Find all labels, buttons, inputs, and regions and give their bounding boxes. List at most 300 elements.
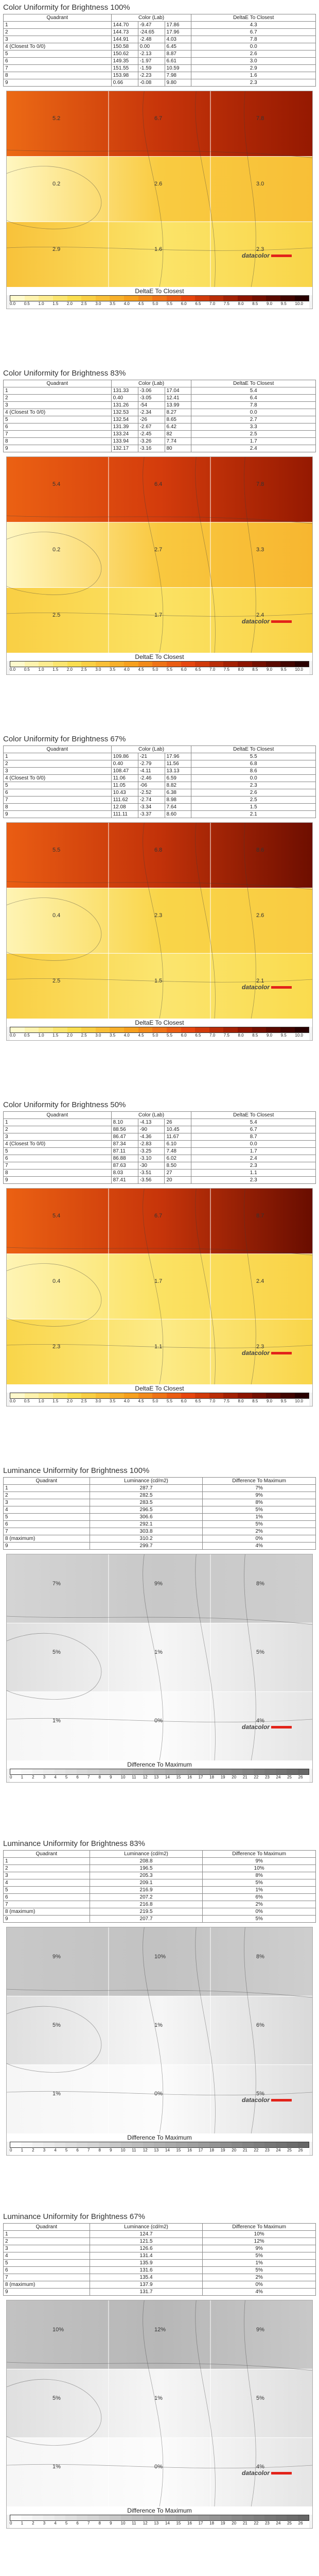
- colorbar-segment: [53, 662, 67, 667]
- luminance-table: [3, 1477, 316, 1550]
- tick-label: 0.0: [10, 301, 16, 306]
- tick-label: 3: [43, 1775, 46, 1780]
- colorbar-title: DeltaE To Closest: [7, 1384, 312, 1393]
- table-row: [4, 1865, 316, 1872]
- tick-label: 6.0: [181, 1033, 187, 1038]
- tick-label: 23: [264, 1775, 270, 1780]
- colorbar-segment: [138, 1027, 153, 1032]
- colorbar-segment: [238, 1027, 252, 1032]
- table-row: [4, 416, 316, 423]
- colorbar-segment: [67, 1393, 82, 1398]
- table-cell: 207.7: [90, 1916, 203, 1923]
- table-row: [4, 1879, 316, 1887]
- table-row: [4, 1521, 316, 1528]
- colorbar-segment: [252, 1027, 267, 1032]
- zone-value: 0.2: [52, 181, 61, 187]
- tick-label: 3.5: [110, 1399, 116, 1403]
- tick-label: 21: [242, 2148, 247, 2153]
- tick-label: 1: [21, 2148, 24, 2153]
- colorbar-segment: [67, 662, 82, 667]
- colorbar-segment: [223, 296, 238, 301]
- table-cell: 6.38: [165, 789, 191, 796]
- colorbar-segment: [87, 1769, 98, 1774]
- colorbar-segment: [99, 2142, 110, 2147]
- table-cell: 5: [4, 1148, 112, 1155]
- uniformity-plot: [6, 1554, 313, 1783]
- tick-label: 5.5: [166, 301, 173, 306]
- zone-value: 1%: [52, 2464, 61, 2470]
- colorbar-segment: [165, 1769, 176, 1774]
- colorbar-segment: [242, 2515, 253, 2520]
- zone-value: 2.3: [256, 246, 264, 252]
- zone-value: 5%: [256, 1649, 264, 1655]
- table-cell: 8: [4, 438, 112, 445]
- table-cell: 3.3: [191, 423, 316, 431]
- field-band: [7, 1927, 312, 1996]
- tick-label: 25: [287, 1775, 292, 1780]
- tick-label: 5.5: [166, 1033, 173, 1038]
- table-cell: 8 (maximum): [4, 2281, 90, 2289]
- tick-label: 3.5: [110, 1033, 116, 1038]
- colorbar-segment: [121, 2515, 132, 2520]
- zone-value: 0%: [154, 2091, 163, 2097]
- table-cell: 86.88: [111, 1155, 138, 1162]
- color-uniformity-section: [0, 366, 319, 732]
- tick-label: 20: [232, 1775, 237, 1780]
- table-row: [4, 65, 316, 72]
- zone-value: 0.2: [52, 547, 61, 553]
- colorbar-segment: [209, 1027, 224, 1032]
- table-row: [4, 768, 316, 775]
- luminance-table: [3, 1850, 316, 1923]
- colorbar-segment: [287, 2142, 297, 2147]
- table-cell: 6.59: [165, 775, 191, 782]
- table-cell: 1: [4, 387, 112, 395]
- table-row: [4, 2281, 316, 2289]
- table-cell: 5%: [203, 2252, 316, 2260]
- table-row: [4, 423, 316, 431]
- colorbar-segment: [110, 1393, 124, 1398]
- table-cell: 0.0: [191, 1141, 316, 1148]
- table-cell: 0.40: [111, 760, 138, 768]
- table-row: [4, 775, 316, 782]
- table-cell: 1: [4, 2231, 90, 2238]
- color-table: [3, 745, 316, 818]
- table-cell: 87.41: [111, 1177, 138, 1184]
- logo-bar: [271, 2099, 292, 2102]
- tick-label: 0.5: [24, 1033, 30, 1038]
- table-cell: 133.94: [111, 438, 138, 445]
- colorbar-segment: [110, 662, 124, 667]
- table-cell: 1.5: [191, 804, 316, 811]
- colorbar-title: Difference To Maximum: [7, 1760, 312, 1769]
- table-cell: 2: [4, 29, 112, 36]
- zone-value: 3.0: [256, 181, 264, 187]
- colorbar-segment: [187, 2515, 198, 2520]
- colorbar-segment: [165, 2515, 176, 2520]
- tick-label: 21: [242, 1775, 247, 1780]
- table-row: [4, 1528, 316, 1535]
- table-row: [4, 1148, 316, 1155]
- table-cell: 7: [4, 796, 112, 804]
- zone-value: 7.8: [256, 481, 264, 488]
- header-delta: DeltaE To Closest: [191, 14, 316, 22]
- tick-label: 16: [187, 2521, 192, 2526]
- tick-label: 7.0: [209, 1033, 216, 1038]
- field-band: [7, 1254, 312, 1320]
- colorbar-segment: [110, 2142, 120, 2147]
- logo-bar: [271, 1352, 292, 1354]
- uniformity-plot: [6, 1188, 313, 1406]
- table-cell: 11.05: [111, 782, 138, 789]
- table-cell: 131.4: [90, 2252, 203, 2260]
- zone-value: 2.1: [256, 977, 264, 984]
- colorbar-segment: [152, 1027, 167, 1032]
- table-row: [4, 438, 316, 445]
- table-cell: 4 (Closest To 0/0): [4, 1141, 112, 1148]
- header-color: Color (Lab): [111, 746, 191, 753]
- table-cell: -21: [138, 753, 165, 760]
- tick-label: 9: [110, 2521, 112, 2526]
- colorbar-segment: [32, 1769, 43, 1774]
- table-cell: 208.8: [90, 1858, 203, 1865]
- table-cell: -3.37: [138, 811, 165, 818]
- table-cell: -3.05: [138, 395, 165, 402]
- colorbar-segment: [124, 1027, 138, 1032]
- table-cell: 7: [4, 65, 112, 72]
- table-cell: 133.24: [111, 431, 138, 438]
- colorbar-segment: [195, 1393, 209, 1398]
- table-cell: 2.4: [191, 445, 316, 452]
- table-cell: 5: [4, 416, 112, 423]
- colorbar-segment: [276, 2515, 287, 2520]
- datacolor-logo: datacolor: [242, 252, 292, 259]
- table-cell: 9%: [203, 1492, 316, 1499]
- tick-label: 6.0: [181, 667, 187, 672]
- zone-value: 1%: [52, 1718, 61, 1724]
- colorbar-segment: [87, 2142, 98, 2147]
- logo-bar: [271, 620, 292, 623]
- header-color: Color (Lab): [111, 380, 191, 387]
- table-cell: 4%: [203, 2289, 316, 2296]
- colorbar-segment: [143, 1769, 154, 1774]
- table-cell: 20: [165, 1177, 191, 1184]
- table-cell: 0.66: [111, 79, 138, 87]
- table-cell: 2.3: [191, 1177, 316, 1184]
- table-cell: 7: [4, 1162, 112, 1170]
- colorbar-segment: [238, 1393, 252, 1398]
- color-uniformity-section: [0, 732, 319, 1097]
- table-cell: 2: [4, 760, 112, 768]
- colorbar-segment: [81, 662, 96, 667]
- table-row: [4, 1170, 316, 1177]
- colorbar-segment: [280, 296, 295, 301]
- colorbar-segment: [110, 296, 124, 301]
- tick-label: 3.5: [110, 667, 116, 672]
- table-cell: 137.9: [90, 2281, 203, 2289]
- table-row: [4, 2252, 316, 2260]
- tick-label: 12: [143, 1775, 148, 1780]
- table-cell: 13.13: [165, 768, 191, 775]
- table-cell: 292.1: [90, 1521, 203, 1528]
- header-color: Color (Lab): [111, 14, 191, 22]
- field-band: [7, 1554, 312, 1623]
- tick-label: 1.0: [38, 667, 44, 672]
- table-cell: -90: [138, 1126, 165, 1133]
- colorbar-segment: [25, 1027, 39, 1032]
- colorbar-ticks: [10, 1033, 309, 1040]
- table-cell: 6.61: [165, 58, 191, 65]
- table-cell: 303.8: [90, 1528, 203, 1535]
- colorbar-segment: [209, 2515, 220, 2520]
- colorbar-segment: [121, 1769, 132, 1774]
- tick-label: 18: [209, 2521, 215, 2526]
- colorbar-segment: [67, 296, 82, 301]
- colorbar-segment: [10, 1769, 21, 1774]
- tick-label: 7: [87, 2521, 90, 2526]
- tick-label: 6: [76, 1775, 79, 1780]
- colorbar-segment: [252, 1393, 267, 1398]
- colorbar-segment: [198, 1769, 209, 1774]
- logo-bar: [271, 986, 292, 989]
- tick-label: 17: [198, 2148, 203, 2153]
- table-cell: 2: [4, 1492, 90, 1499]
- datacolor-logo: datacolor: [242, 1723, 292, 1731]
- color-uniformity-section: [0, 1097, 319, 1463]
- table-cell: 4.3: [191, 22, 316, 29]
- colorbar-segment: [298, 1769, 309, 1774]
- table-cell: 3: [4, 36, 112, 43]
- colorbar-segment: [298, 2142, 309, 2147]
- tick-label: 0.5: [24, 667, 30, 672]
- colorbar-segment: [96, 296, 110, 301]
- table-row: [4, 43, 316, 50]
- header-luminance: Luminance (cd/m2): [90, 2224, 203, 2231]
- colorbar-segment: [55, 2515, 65, 2520]
- tick-label: 8.5: [252, 1033, 258, 1038]
- colorbar-segment: [77, 2515, 87, 2520]
- header-quadrant: Quadrant: [4, 1112, 112, 1119]
- colorbar-segment: [280, 662, 295, 667]
- colorbar-segment: [53, 1027, 67, 1032]
- table-cell: 111.62: [111, 796, 138, 804]
- zone-value: 2.7: [154, 547, 163, 553]
- field-band: [7, 91, 312, 157]
- table-row: [4, 2274, 316, 2281]
- colorbar-segment: [195, 662, 209, 667]
- table-row: [4, 1485, 316, 1492]
- table-cell: 135.4: [90, 2274, 203, 2281]
- table-cell: 1.1: [191, 1170, 316, 1177]
- colorbar-segment: [96, 1393, 110, 1398]
- tick-label: 19: [220, 2148, 225, 2153]
- colorbar-segment: [152, 1393, 167, 1398]
- colorbar-segment: [264, 1769, 275, 1774]
- zone-value: 2.9: [52, 246, 61, 252]
- tick-label: 9.5: [280, 301, 287, 306]
- tick-label: 4.0: [123, 1399, 130, 1403]
- datacolor-logo: datacolor: [242, 618, 292, 625]
- table-cell: 7.48: [165, 1148, 191, 1155]
- table-header-row: [4, 1851, 316, 1858]
- colorbar-segment: [223, 1393, 238, 1398]
- tick-label: 15: [176, 2521, 181, 2526]
- tick-label: 4.5: [138, 1033, 144, 1038]
- table-cell: -3.06: [138, 387, 165, 395]
- colorbar-segment: [124, 296, 138, 301]
- colorbar-segment: [110, 1027, 124, 1032]
- table-cell: 7.98: [165, 72, 191, 79]
- tick-label: 9.0: [266, 667, 273, 672]
- tick-label: 1.5: [52, 1033, 59, 1038]
- tick-label: 0.0: [10, 667, 16, 672]
- colorbar-segment: [65, 1769, 76, 1774]
- tick-label: 4.5: [138, 301, 144, 306]
- datacolor-logo: datacolor: [242, 1349, 292, 1357]
- table-row: [4, 2238, 316, 2245]
- field-band: [7, 2369, 312, 2438]
- table-cell: 5: [4, 50, 112, 58]
- table-cell: 6%: [203, 1894, 316, 1901]
- table-cell: 87.63: [111, 1162, 138, 1170]
- colorbar-segment: [81, 1027, 96, 1032]
- luminance-table: [3, 2223, 316, 2296]
- zone-value: 3.3: [256, 547, 264, 553]
- colorbar-segment: [266, 662, 280, 667]
- tick-label: 19: [220, 1775, 225, 1780]
- datacolor-logo: datacolor: [242, 984, 292, 991]
- colorbar-segment: [276, 1769, 287, 1774]
- table-cell: 7%: [203, 1485, 316, 1492]
- colorbar: [10, 2142, 309, 2148]
- zone-value: 0.4: [52, 1278, 61, 1284]
- table-cell: -06: [138, 782, 165, 789]
- table-cell: -2.34: [138, 409, 165, 416]
- table-cell: 5: [4, 782, 112, 789]
- tick-label: 26: [298, 1775, 303, 1780]
- tick-label: 0.0: [10, 1033, 16, 1038]
- table-cell: 9: [4, 445, 112, 452]
- table-cell: 80: [165, 445, 191, 452]
- tick-label: 11: [132, 2148, 136, 2153]
- colorbar-segment: [21, 2142, 32, 2147]
- table-cell: 5%: [203, 2267, 316, 2274]
- colorbar-segment: [209, 1393, 224, 1398]
- colorbar-title: Difference To Maximum: [7, 2506, 312, 2515]
- tick-label: 12: [143, 2521, 148, 2526]
- tick-label: 14: [165, 1775, 170, 1780]
- colorbar-segment: [143, 2515, 154, 2520]
- table-cell: 5.4: [191, 1119, 316, 1126]
- table-cell: 9: [4, 1543, 90, 1550]
- colorbar-title: DeltaE To Closest: [7, 653, 312, 661]
- colorbar-segment: [181, 1393, 196, 1398]
- tick-label: 9.5: [280, 667, 287, 672]
- tick-label: 1.0: [38, 1033, 44, 1038]
- zone-value: 8.6: [256, 847, 264, 854]
- colorbar-segment: [87, 2515, 98, 2520]
- tick-label: 16: [187, 2148, 192, 2153]
- zone-value: 5%: [256, 2395, 264, 2401]
- tick-label: 9.0: [266, 1399, 273, 1403]
- table-cell: 7: [4, 2274, 90, 2281]
- table-cell: 10%: [203, 1865, 316, 1872]
- tick-label: 8.0: [238, 1399, 244, 1403]
- table-cell: 9: [4, 811, 112, 818]
- tick-label: 1.0: [38, 1399, 44, 1403]
- tick-label: 5.0: [152, 301, 158, 306]
- header-difference: Difference To Maximum: [203, 1851, 316, 1858]
- header-quadrant: Quadrant: [4, 746, 112, 753]
- colorbar-segment: [124, 1393, 138, 1398]
- tick-label: 6.5: [195, 1033, 201, 1038]
- header-luminance: Luminance (cd/m2): [90, 1478, 203, 1485]
- colorbar-segment: [55, 2142, 65, 2147]
- table-cell: 9: [4, 1916, 90, 1923]
- table-cell: 0.0: [191, 409, 316, 416]
- colorbar-segment: [295, 662, 309, 667]
- colorbar-segment: [124, 662, 138, 667]
- table-cell: 2.9: [191, 65, 316, 72]
- table-row: [4, 1887, 316, 1894]
- table-cell: 2.6: [191, 50, 316, 58]
- table-cell: 1: [4, 1119, 112, 1126]
- colorbar-segment: [10, 662, 25, 667]
- table-cell: -54: [138, 402, 165, 409]
- table-cell: 2: [4, 1126, 112, 1133]
- tick-label: 2.5: [81, 301, 87, 306]
- header-difference: Difference To Maximum: [203, 1478, 316, 1485]
- colorbar: [10, 295, 309, 301]
- table-cell: 6.8: [191, 760, 316, 768]
- table-cell: 2.3: [191, 782, 316, 789]
- table-cell: 8.60: [165, 811, 191, 818]
- table-cell: 1: [4, 22, 112, 29]
- tick-label: 16: [187, 1775, 192, 1780]
- colorbar-segment: [232, 1769, 242, 1774]
- table-cell: 8.7: [191, 1133, 316, 1141]
- table-cell: 9%: [203, 1858, 316, 1865]
- tick-label: 0.5: [24, 301, 30, 306]
- datacolor-logo: datacolor: [242, 2096, 292, 2104]
- tick-label: 6.5: [195, 667, 201, 672]
- colorbar-segment: [154, 2515, 165, 2520]
- table-cell: 5%: [203, 1506, 316, 1514]
- colorbar-segment: [154, 2142, 165, 2147]
- colorbar-segment: [223, 1027, 238, 1032]
- header-quadrant: Quadrant: [4, 380, 112, 387]
- table-cell: 17.04: [165, 387, 191, 395]
- table-cell: 7.64: [165, 804, 191, 811]
- table-cell: 144.91: [111, 36, 138, 43]
- colorbar-segment: [238, 296, 252, 301]
- colorbar-segment: [287, 1769, 297, 1774]
- field-band: [7, 157, 312, 223]
- colorbar-segment: [195, 296, 209, 301]
- tick-label: 6: [76, 2521, 79, 2526]
- table-cell: -2.83: [138, 1141, 165, 1148]
- zone-value: 6%: [256, 2022, 264, 2028]
- table-row: [4, 1506, 316, 1514]
- table-cell: 0%: [203, 2281, 316, 2289]
- tick-label: 13: [154, 1775, 159, 1780]
- table-cell: 126.6: [90, 2245, 203, 2252]
- table-cell: 2: [4, 1865, 90, 1872]
- tick-label: 2.5: [81, 1399, 87, 1403]
- table-row: [4, 1141, 316, 1148]
- table-cell: 150.62: [111, 50, 138, 58]
- colorbar-segment: [280, 1393, 295, 1398]
